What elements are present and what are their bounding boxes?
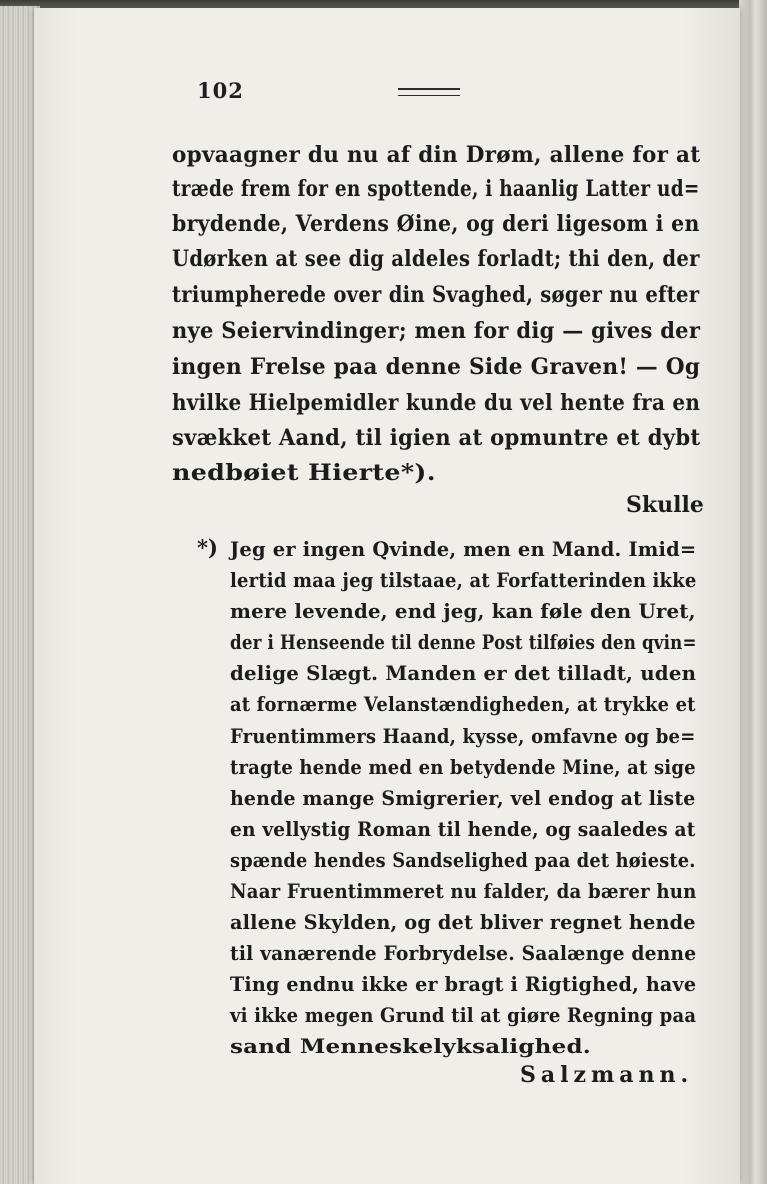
footnote-line: Fruentimmers Haand, kysse, omfavne og be= (230, 724, 696, 748)
footnote-line: sand Menneskelyksalighed. (230, 1034, 591, 1058)
footnote-line: tragte hende med en betydende Mine, at sige (230, 755, 696, 779)
footnote-line: delige Slægt. Manden er det tilladt, uden (230, 661, 697, 685)
footnote-line: vi ikke megen Grund til at giøre Regning paa (230, 1003, 697, 1027)
footnote-line: lertid maa jeg tilstaae, at Forfatterinden ikke (230, 568, 697, 592)
page-number: 102 (197, 78, 244, 103)
body-line: svækket Aand, til igien at opmuntre et dybt (172, 425, 701, 451)
body-line: triumpherede over din Svaghed, søger nu efter (172, 282, 700, 308)
author-signature: Salzmann. (520, 1062, 694, 1088)
body-line: nye Seiervindinger; men for dig — gives der (172, 318, 701, 344)
footnote-line: allene Skylden, og det bliver regnet hende (230, 910, 696, 934)
body-line: opvaagner du nu af din Drøm, allene for at (172, 142, 701, 168)
footnote-line: til vanærende Forbrydelse. Saalænge denne (230, 941, 697, 965)
body-line: hvilke Hielpemidler kunde du vel hente fra en (172, 390, 701, 416)
footnote-line: Naar Fruentimmeret nu falder, da bærer hun (230, 879, 697, 903)
footnote-line: hende mange Smigrerier, vel endog at liste (230, 786, 696, 810)
body-line: brydende, Verdens Øine, og deri ligesom i en (172, 211, 700, 237)
footnote-line: mere levende, end jeg, kan føle den Uret, (230, 599, 696, 623)
footnote-line: der i Henseende til denne Post tilføies den qvin= (230, 630, 697, 654)
footnote-line: spænde hendes Sandselighed paa det høieste. (230, 848, 696, 872)
page-edges-right (739, 0, 767, 1184)
footnote-marker: *) (197, 535, 218, 560)
footnote-line: at fornærme Velanstændigheden, at trykke et (230, 692, 696, 716)
footnote-line: Jeg er ingen Qvinde, men en Mand. Imid= (230, 537, 697, 561)
catchword: Skulle (626, 492, 704, 518)
body-line: nedbøiet Hierte*). (172, 460, 436, 486)
body-line: Udørken at see dig aldeles forladt; thi den, der (172, 246, 700, 272)
footnote-line: Ting endnu ikke er bragt i Rigtighed, have (230, 972, 697, 996)
header-rule (398, 88, 460, 96)
body-line: træde frem for en spottende, i haanlig Latter ud= (172, 176, 700, 202)
footnote-line: en vellystig Roman til hende, og saaledes at (230, 817, 696, 841)
body-line: ingen Frelse paa denne Side Graven! — Og (172, 354, 701, 380)
